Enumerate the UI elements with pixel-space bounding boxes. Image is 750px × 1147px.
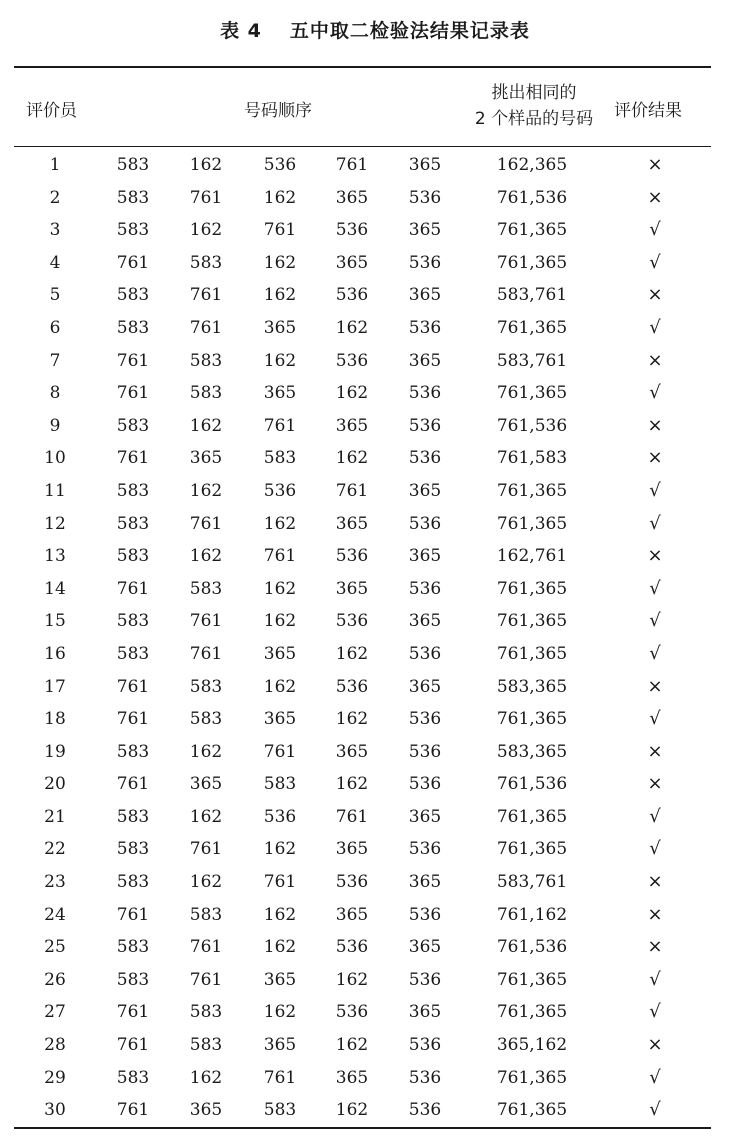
table-row — [0, 346, 750, 379]
sample-code: 583 — [189, 676, 223, 697]
sample-code: 162 — [335, 317, 369, 338]
sample-code: 583 — [116, 546, 150, 567]
picked-codes: 761,365 — [496, 513, 568, 534]
sample-code: 583 — [116, 285, 150, 306]
sample-code: 536 — [408, 1035, 442, 1056]
sample-code: 365 — [408, 155, 442, 175]
sample-code: 583 — [116, 513, 150, 534]
evaluator-number: 17 — [44, 676, 66, 697]
table-row — [0, 313, 750, 346]
sample-code: 536 — [408, 187, 442, 208]
sample-code: 162 — [263, 839, 297, 860]
picked-codes: 162,761 — [496, 546, 568, 567]
sample-code: 583 — [116, 839, 150, 860]
sample-code: 761 — [116, 774, 150, 795]
sample-code: 583 — [116, 317, 150, 338]
sample-code: 761 — [189, 611, 223, 632]
sample-code: 536 — [408, 839, 442, 860]
sample-code: 761 — [189, 937, 223, 958]
sample-code: 536 — [335, 937, 369, 958]
table-row — [0, 476, 750, 509]
sample-code: 761 — [335, 480, 369, 501]
sample-code: 162 — [263, 187, 297, 208]
table-caption — [0, 16, 750, 43]
sample-code: 536 — [408, 709, 442, 730]
picked-codes: 761,365 — [496, 611, 568, 632]
sample-code: 761 — [116, 904, 150, 925]
check-mark-icon: √ — [649, 1001, 661, 1023]
picked-codes: 761,365 — [496, 643, 568, 664]
sample-code: 536 — [408, 904, 442, 925]
sample-code: 536 — [408, 643, 442, 664]
sample-code: 365 — [335, 252, 369, 273]
evaluator-number: 2 — [49, 187, 61, 208]
table-row — [0, 834, 750, 867]
sample-code: 583 — [116, 220, 150, 241]
picked-codes: 761,365 — [496, 1067, 568, 1088]
sample-code: 583 — [189, 350, 223, 371]
table-row — [0, 215, 750, 248]
check-mark-icon: √ — [649, 708, 661, 730]
evaluator-number: 21 — [44, 806, 66, 827]
table-row — [0, 769, 750, 802]
sample-code: 536 — [408, 448, 442, 469]
check-mark-icon: √ — [649, 512, 661, 534]
check-mark-icon: √ — [649, 316, 661, 338]
sample-code: 583 — [116, 611, 150, 632]
sample-code: 583 — [189, 1035, 223, 1056]
sample-code: 583 — [116, 741, 150, 762]
sample-code: 761 — [116, 448, 150, 469]
sample-code: 536 — [263, 480, 297, 501]
table-row — [0, 672, 750, 705]
sample-code: 761 — [189, 643, 223, 664]
sample-code: 761 — [189, 187, 223, 208]
sample-code: 162 — [263, 1002, 297, 1023]
sample-code: 162 — [335, 1035, 369, 1056]
evaluator-number: 24 — [44, 904, 66, 925]
evaluator-number: 6 — [49, 317, 61, 338]
check-mark-icon: √ — [649, 805, 661, 827]
sample-code: 583 — [116, 187, 150, 208]
table-row — [0, 965, 750, 998]
sample-code: 536 — [335, 1002, 369, 1023]
sample-code: 761 — [116, 1035, 150, 1056]
sample-code: 365 — [408, 285, 442, 306]
sample-code: 761 — [189, 285, 223, 306]
sample-code: 583 — [189, 1002, 223, 1023]
sample-code: 536 — [335, 220, 369, 241]
evaluator-number: 23 — [44, 872, 66, 893]
picked-codes: 761,365 — [496, 839, 568, 860]
sample-code: 761 — [116, 1100, 150, 1121]
sample-code: 583 — [189, 709, 223, 730]
sample-code: 761 — [263, 415, 297, 436]
evaluator-number: 19 — [44, 741, 66, 762]
table-row — [0, 1063, 750, 1096]
sample-code: 761 — [116, 1002, 150, 1023]
picked-codes: 162,365 — [496, 155, 568, 175]
picked-codes: 761,365 — [496, 806, 568, 827]
table-row — [0, 411, 750, 444]
evaluator-number: 1 — [49, 155, 61, 175]
sample-code: 536 — [263, 806, 297, 827]
evaluator-number: 27 — [44, 1002, 66, 1023]
sample-code: 162 — [335, 643, 369, 664]
check-mark-icon: √ — [649, 968, 661, 990]
picked-codes: 761,365 — [496, 252, 568, 273]
picked-codes: 583,761 — [496, 872, 568, 893]
sample-code: 761 — [263, 220, 297, 241]
check-mark-icon: √ — [649, 382, 661, 404]
cross-mark-icon: × — [647, 349, 663, 371]
picked-codes: 761,365 — [496, 969, 568, 990]
sample-code: 365 — [335, 839, 369, 860]
sample-code: 365 — [263, 643, 297, 664]
evaluator-number: 28 — [44, 1035, 66, 1056]
cross-mark-icon: × — [647, 903, 663, 925]
sample-code: 536 — [335, 676, 369, 697]
sample-code: 583 — [116, 806, 150, 827]
sample-code: 162 — [263, 676, 297, 697]
sample-code: 162 — [263, 513, 297, 534]
sample-code: 536 — [408, 969, 442, 990]
sample-code: 761 — [189, 839, 223, 860]
table-row — [0, 150, 750, 183]
sample-code: 162 — [189, 806, 223, 827]
sample-code: 162 — [189, 480, 223, 501]
sample-code: 761 — [263, 741, 297, 762]
sample-code: 162 — [335, 1100, 369, 1121]
sample-code: 162 — [263, 611, 297, 632]
sample-code: 365 — [335, 578, 369, 599]
header-result: 评价结果 — [614, 101, 682, 121]
sample-code: 365 — [263, 709, 297, 730]
evaluator-number: 25 — [44, 937, 66, 958]
cross-mark-icon: × — [647, 740, 663, 762]
table-row — [0, 280, 750, 313]
header-picked-line1: 挑出相同的 — [491, 83, 577, 103]
sample-code: 536 — [408, 415, 442, 436]
sample-code: 162 — [263, 904, 297, 925]
sample-code: 365 — [408, 350, 442, 371]
table-row — [0, 1030, 750, 1063]
sample-code: 761 — [263, 1067, 297, 1088]
table-row — [0, 639, 750, 672]
sample-code: 365 — [189, 774, 223, 795]
sample-code: 583 — [263, 1100, 297, 1121]
sample-code: 365 — [263, 1035, 297, 1056]
header-picked-line2: 2 个样品的号码 — [474, 109, 594, 129]
sample-code: 365 — [408, 611, 442, 632]
sample-code: 162 — [189, 415, 223, 436]
evaluator-number: 26 — [44, 969, 66, 990]
sample-code: 162 — [263, 578, 297, 599]
cross-mark-icon: × — [647, 1034, 663, 1056]
sample-code: 365 — [408, 480, 442, 501]
sample-code: 162 — [335, 969, 369, 990]
sample-code: 162 — [335, 383, 369, 404]
sample-code: 583 — [189, 578, 223, 599]
cross-mark-icon: × — [647, 545, 663, 567]
sample-code: 536 — [335, 611, 369, 632]
evaluator-number: 10 — [44, 448, 66, 469]
cross-mark-icon: × — [647, 675, 663, 697]
table-row — [0, 378, 750, 411]
evaluator-number: 13 — [44, 546, 66, 567]
table-row — [0, 900, 750, 933]
evaluator-number: 30 — [44, 1100, 66, 1121]
evaluator-number: 12 — [44, 513, 66, 534]
sample-code: 365 — [335, 904, 369, 925]
picked-codes: 761,536 — [496, 415, 568, 436]
evaluator-number: 15 — [44, 611, 66, 632]
sample-code: 162 — [189, 220, 223, 241]
check-mark-icon: √ — [649, 577, 661, 599]
check-mark-icon: √ — [649, 1099, 661, 1121]
evaluator-number: 5 — [49, 285, 61, 306]
picked-codes: 761,365 — [496, 220, 568, 241]
check-mark-icon: √ — [649, 838, 661, 860]
sample-code: 365 — [189, 448, 223, 469]
header-rule — [14, 146, 711, 147]
picked-codes: 761,583 — [496, 448, 568, 469]
sample-code: 536 — [408, 741, 442, 762]
sample-code: 162 — [335, 709, 369, 730]
sample-code: 365 — [408, 806, 442, 827]
table-row — [0, 802, 750, 835]
sample-code: 761 — [116, 676, 150, 697]
table-row — [0, 574, 750, 607]
cross-mark-icon: × — [647, 154, 663, 175]
evaluator-number: 4 — [49, 252, 61, 273]
top-rule — [14, 66, 711, 68]
sample-code: 761 — [189, 317, 223, 338]
sample-code: 761 — [189, 513, 223, 534]
evaluator-number: 11 — [44, 480, 66, 501]
sample-code: 583 — [116, 480, 150, 501]
evaluator-number: 8 — [49, 383, 61, 404]
evaluator-number: 14 — [44, 578, 66, 599]
sample-code: 536 — [408, 383, 442, 404]
sample-code: 162 — [189, 1067, 223, 1088]
sample-code: 162 — [263, 937, 297, 958]
check-mark-icon: √ — [649, 642, 661, 664]
sample-code: 162 — [335, 448, 369, 469]
picked-codes: 583,761 — [496, 350, 568, 371]
sample-code: 162 — [263, 350, 297, 371]
sample-code: 536 — [335, 546, 369, 567]
evaluator-number: 3 — [49, 220, 61, 241]
sample-code: 536 — [335, 872, 369, 893]
table-row — [0, 704, 750, 737]
sample-code: 365 — [263, 969, 297, 990]
sample-code: 162 — [189, 741, 223, 762]
sample-code: 583 — [116, 1067, 150, 1088]
picked-codes: 761,365 — [496, 383, 568, 404]
sample-code: 583 — [263, 448, 297, 469]
table-row — [0, 606, 750, 639]
cross-mark-icon: × — [647, 773, 663, 795]
table-row — [0, 1095, 750, 1128]
sample-code: 365 — [263, 383, 297, 404]
sample-code: 583 — [116, 872, 150, 893]
sample-code: 761 — [116, 383, 150, 404]
evaluator-number: 9 — [49, 415, 61, 436]
sample-code: 583 — [116, 969, 150, 990]
picked-codes: 583,365 — [496, 741, 568, 762]
check-mark-icon: √ — [649, 610, 661, 632]
sample-code: 365 — [408, 1002, 442, 1023]
sample-code: 536 — [335, 350, 369, 371]
table-row — [0, 867, 750, 900]
table-row — [0, 737, 750, 770]
check-mark-icon: √ — [649, 219, 661, 241]
evaluator-number: 16 — [44, 643, 66, 664]
sample-code: 536 — [408, 1100, 442, 1121]
sample-code: 536 — [408, 317, 442, 338]
table-body — [0, 150, 750, 1128]
table-row — [0, 997, 750, 1030]
table-title: 五中取二检验法结果记录表 — [289, 20, 530, 42]
table-row — [0, 443, 750, 476]
sample-code: 365 — [408, 937, 442, 958]
sample-code: 365 — [335, 513, 369, 534]
picked-codes: 761,536 — [496, 937, 568, 958]
sample-code: 583 — [116, 643, 150, 664]
sample-code: 365 — [335, 415, 369, 436]
sample-code: 536 — [335, 285, 369, 306]
picked-codes: 583,761 — [496, 285, 568, 306]
cross-mark-icon: × — [647, 284, 663, 306]
bottom-rule — [14, 1127, 711, 1129]
sample-code: 365 — [335, 187, 369, 208]
sample-code: 365 — [408, 676, 442, 697]
picked-codes: 761,162 — [496, 904, 568, 925]
picked-codes: 583,365 — [496, 676, 568, 697]
sample-code: 162 — [189, 546, 223, 567]
sample-code: 536 — [408, 1067, 442, 1088]
sample-code: 162 — [263, 252, 297, 273]
sample-code: 162 — [189, 155, 223, 175]
sample-code: 761 — [116, 350, 150, 371]
evaluator-number: 22 — [44, 839, 66, 860]
evaluator-number: 29 — [44, 1067, 66, 1088]
picked-codes: 761,365 — [496, 578, 568, 599]
sample-code: 162 — [335, 774, 369, 795]
header-evaluator: 评价员 — [26, 101, 77, 121]
sample-code: 761 — [116, 709, 150, 730]
picked-codes: 761,365 — [496, 317, 568, 338]
picked-codes: 761,536 — [496, 774, 568, 795]
check-mark-icon: √ — [649, 479, 661, 501]
sample-code: 365 — [189, 1100, 223, 1121]
sample-code: 583 — [189, 904, 223, 925]
check-mark-icon: √ — [649, 1066, 661, 1088]
picked-codes: 761,536 — [496, 187, 568, 208]
table-number: 表 4 — [220, 20, 262, 42]
sample-code: 761 — [263, 872, 297, 893]
cross-mark-icon: × — [647, 936, 663, 958]
sample-code: 583 — [189, 252, 223, 273]
sample-code: 583 — [116, 155, 150, 175]
sample-code: 583 — [263, 774, 297, 795]
table-row — [0, 509, 750, 542]
sample-code: 162 — [263, 285, 297, 306]
header-picked — [454, 80, 614, 132]
evaluator-number: 18 — [44, 709, 66, 730]
sample-code: 536 — [408, 578, 442, 599]
cross-mark-icon: × — [647, 871, 663, 893]
picked-codes: 365,162 — [496, 1035, 568, 1056]
table-row — [0, 183, 750, 216]
sample-code: 761 — [263, 546, 297, 567]
sample-code: 365 — [408, 872, 442, 893]
sample-code: 583 — [189, 383, 223, 404]
picked-codes: 761,365 — [496, 1100, 568, 1121]
evaluator-number: 7 — [49, 350, 61, 371]
table-row — [0, 541, 750, 574]
sample-code: 583 — [116, 937, 150, 958]
check-mark-icon: √ — [649, 251, 661, 273]
picked-codes: 761,365 — [496, 709, 568, 730]
sample-code: 162 — [189, 872, 223, 893]
sample-code: 761 — [116, 252, 150, 273]
evaluator-number: 20 — [44, 774, 66, 795]
table-row — [0, 932, 750, 965]
header-order: 号码顺序 — [244, 101, 312, 121]
sample-code: 365 — [335, 741, 369, 762]
sample-code: 583 — [116, 415, 150, 436]
sample-code: 536 — [408, 774, 442, 795]
sample-code: 365 — [408, 220, 442, 241]
sample-code: 536 — [408, 252, 442, 273]
sample-code: 761 — [189, 969, 223, 990]
sample-code: 536 — [408, 513, 442, 534]
picked-codes: 761,365 — [496, 480, 568, 501]
sample-code: 365 — [263, 317, 297, 338]
cross-mark-icon: × — [647, 447, 663, 469]
cross-mark-icon: × — [647, 414, 663, 436]
sample-code: 365 — [335, 1067, 369, 1088]
sample-code: 761 — [335, 806, 369, 827]
picked-codes: 761,365 — [496, 1002, 568, 1023]
sample-code: 536 — [263, 155, 297, 175]
sample-code: 761 — [335, 155, 369, 175]
cross-mark-icon: × — [647, 186, 663, 208]
table-row — [0, 248, 750, 281]
sample-code: 365 — [408, 546, 442, 567]
sample-code: 761 — [116, 578, 150, 599]
